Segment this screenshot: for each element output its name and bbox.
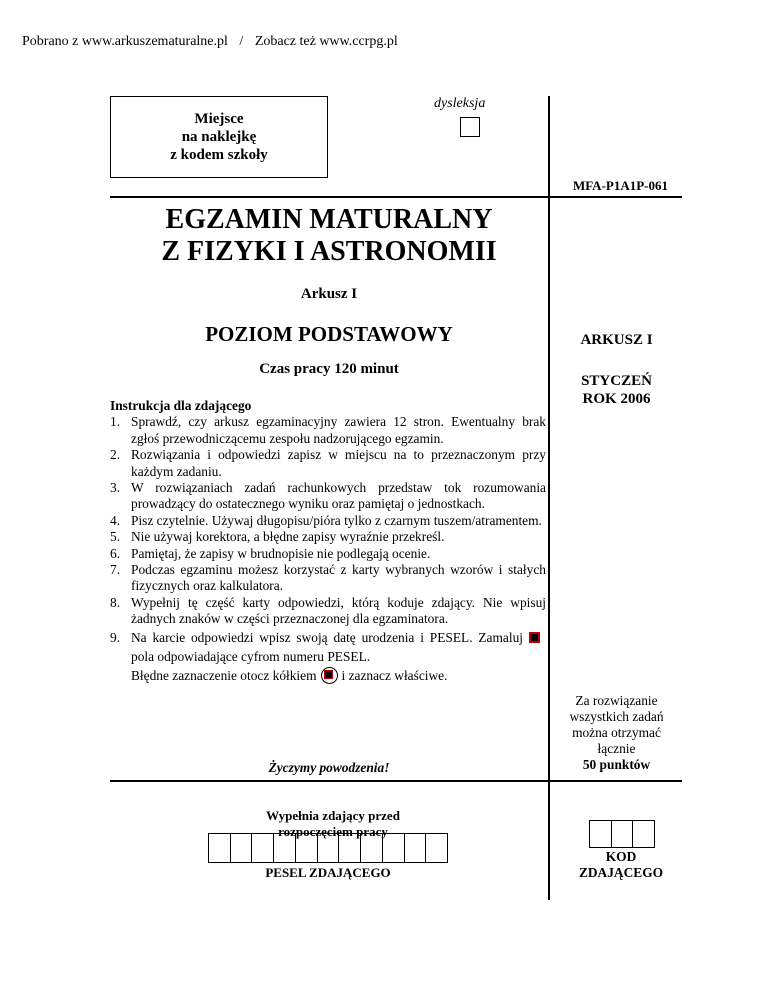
horizontal-divider [110,780,682,782]
date-line: STYCZEŃ [581,373,652,389]
title-line: EGZAMIN MATURALNY [165,204,493,235]
points-total: 50 punktów [582,757,651,772]
code-digit-cell[interactable] [590,821,612,847]
date-line: ROK 2006 [582,391,651,407]
school-sticker-box [110,96,328,178]
points-line: Za rozwiązanie [575,693,658,708]
instruction-item: 4. Pisz czytelnie. Używaj długopisu/pióra tylko z czarnym tuszem/atramentem. [110,512,542,528]
title-line: Z FIZYKI I ASTRONOMII [161,236,497,267]
dysleksja-checkbox[interactable] [460,117,480,137]
instruction-item: 2. Rozwiązania i odpowiedzi zapisz w miejscu na to przeznaczonym przy każdym zadaniu. [110,447,546,479]
source-header [22,34,398,50]
pesel-digit-cell[interactable] [296,834,318,862]
sticker-line: Miejsce [194,111,244,127]
pesel-digit-cell[interactable] [318,834,340,862]
pesel-digit-cell[interactable] [274,834,296,862]
code-label-line: ZDAJĄCEGO [578,865,664,880]
sheet-label: Arkusz I [300,286,358,302]
pesel-digit-cell[interactable] [252,834,274,862]
code-input-grid[interactable] [589,820,655,848]
points-line: wszystkich zadań [569,709,664,724]
points-line: łącznie [597,741,636,756]
pesel-digit-cell[interactable] [361,834,383,862]
instruction-item: 6. Pamiętaj, że zapisy w brudnopisie nie podlegają ocenie. [110,545,431,561]
points-info [554,693,679,773]
dysleksja-label: dysleksja [434,96,486,111]
right-sheet-label: ARKUSZ I [580,332,653,348]
exam-code: MFA-P1A1P-061 [572,178,668,193]
right-date [550,372,683,408]
code-digit-cell[interactable] [633,821,654,847]
source-left-text: Pobrano z www.arkuszematuralne.pl [22,34,228,49]
pesel-digit-cell[interactable] [231,834,253,862]
circled-square-icon [321,667,338,684]
instruction-item: 5. Nie używaj korektora, a błędne zapisy wyraźnie przekreśl. [110,529,445,545]
source-right-text: Zobacz też www.ccrpg.pl [254,34,398,49]
pesel-digit-cell[interactable] [426,834,447,862]
instruction-item: 7. Podczas egzaminu możesz korzystać z karty wybranych wzorów i stałych fizycznych oraz kalkulatora. [110,562,546,594]
pesel-label: PESEL ZDAJĄCEGO [265,865,391,880]
pesel-input-grid[interactable] [208,833,448,863]
instructions [110,398,546,685]
code-label [560,849,682,881]
pesel-heading-line: rozpoczęciem pracy [278,824,388,839]
instruction-item: 9. Na karcie odpowiedzi wpisz swoją datę urodzenia i PESEL. Zamalujpola odpowiadające cyfrom numeru PESEL. Błędne zaznaczenie otocz kółkiem i zaznacz właściwe. [110,628,546,685]
points-line: można otrzymać [572,725,661,740]
pesel-digit-cell[interactable] [339,834,361,862]
instructions-heading: Instrukcja dla zdającego [110,398,252,413]
time-label: Czas pracy 120 minut [259,361,399,377]
level-label: POZIOM PODSTAWOWY [205,322,453,346]
pesel-heading-line: Wypełnia zdający przed [266,808,400,823]
pesel-digit-cell[interactable] [405,834,427,862]
filled-square-icon [529,632,540,643]
sticker-line: z kodem szkoły [170,147,268,163]
horizontal-divider [110,196,682,198]
header-separator: / [239,34,244,49]
instruction-item: 8. Wypełnij tę część karty odpowiedzi, którą koduje zdający. Nie wpisuj żadnych znaków w części przeznaczonej dla egzaminatora. [110,594,546,627]
instruction-item: 3. W rozwiązaniach zadań rachunkowych przedstaw tok rozumowania prowadzący do ostatecznego wyniku oraz pamiętaj o jednostkach. [110,480,546,512]
code-label-line: KOD [605,849,637,864]
code-digit-cell[interactable] [612,821,634,847]
instruction-item: 1. Sprawdź, czy arkusz egzaminacyjny zawiera 12 stron. Ewentualny brak zgłoś przewodniczącemu zespołu nadzorującego egzamin. [110,414,546,446]
sticker-line: na naklejkę [181,129,257,145]
exam-title [110,204,548,268]
good-luck-text: Życzymy powodzenia! [268,760,390,775]
pesel-digit-cell[interactable] [209,834,231,862]
pesel-digit-cell[interactable] [383,834,405,862]
